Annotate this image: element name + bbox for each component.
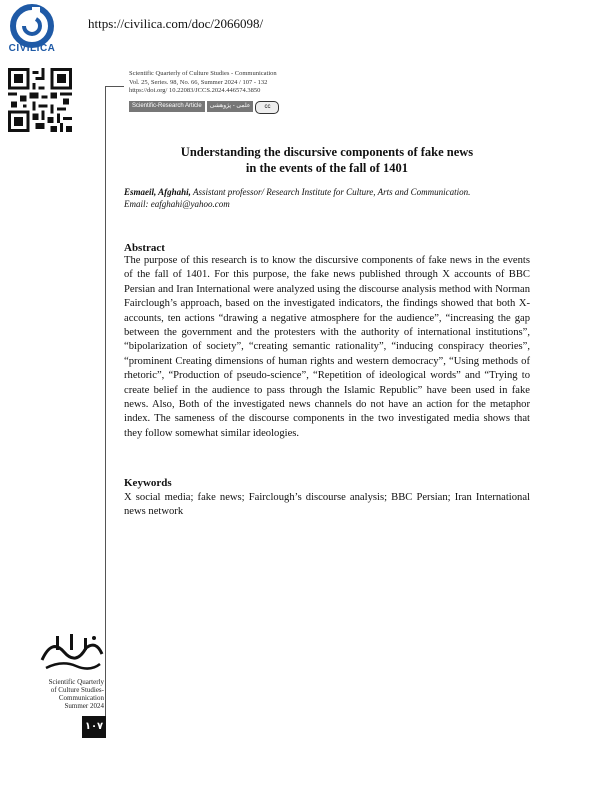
source-url[interactable]: https://civilica.com/doc/2066098/ bbox=[88, 16, 264, 31]
footer-line-2: of Culture Studies- bbox=[50, 686, 104, 694]
article-type-badge-fa: علمی - پژوهشی bbox=[207, 101, 254, 112]
creative-commons-icon: cc bbox=[255, 101, 279, 114]
footer-line-1: Scientific Quarterly bbox=[48, 678, 104, 686]
journal-header bbox=[129, 70, 277, 96]
journal-logo-icon bbox=[36, 630, 106, 676]
journal-doi[interactable]: https://doi.org/ 10.22083/JCCS.2024.446574.3850 bbox=[129, 87, 261, 94]
author-line bbox=[124, 186, 534, 198]
article-type-badge: Scientific-Research Article bbox=[129, 101, 205, 112]
footer-line-3: Communication bbox=[58, 694, 104, 702]
journal-footer bbox=[40, 678, 104, 710]
qr-code-icon bbox=[8, 68, 72, 132]
keywords-heading: Keywords bbox=[124, 477, 172, 489]
article-title bbox=[122, 144, 532, 176]
journal-name: Scientific Quarterly of Culture Studies - Communication bbox=[129, 70, 277, 77]
margin-rule bbox=[105, 86, 124, 727]
abstract-text: The purpose of this research is to know the discursive components of fake news in the events of the fall of 1401. For this purpose, the fake news published through X accounts of BBC Persian and Iran International were analyzed using the discourse analysis method with Norman Fairclough’s approach, based on the investigated indicators, the findings showed that both X-accounts, ten actions “drawing a negative atmosphere for the audience”, “increasing the gap between the government and the protesters with the authority of international institutions”, “bipolarization of society”, “creating semantic rationality”, “inducing conspiracy theories”, “prominent Creating dimensions of human rights and western democracy”, “Using methods of rhetoric”, “Production of pseudo-science”, “Repetition of ideological words” and “Trying to create belief in the audience to pass through the Islamic Republic” have been used in fake news. Also, Both of the investigated news channels do not have an action for the metaphor index. The sameness of the discourse components in the two investigated media shows that they follow somewhat similar ideologies. bbox=[124, 255, 530, 439]
author-block bbox=[124, 186, 534, 210]
author-email[interactable]: Email: eafghahi@yahoo.com bbox=[124, 199, 230, 209]
keywords-text: X social media; fake news; Fairclough’s discourse analysis; BBC Persian; Iran International news network bbox=[124, 492, 530, 517]
article-badges bbox=[129, 101, 279, 114]
title-line-1: Understanding the discursive components of fake news bbox=[180, 145, 474, 159]
journal-volume: Vol. 25, Series. 98, No. 66, Summer 2024 / 107 - 132 bbox=[129, 78, 268, 86]
author-name: Esmaeil, Afghahi, bbox=[124, 187, 191, 197]
civilica-logo-text: CIVILICA bbox=[8, 43, 56, 54]
title-line-2: in the events of the fall of 1401 bbox=[245, 161, 409, 175]
page-number: ۱۰۷ bbox=[82, 716, 106, 738]
abstract-heading: Abstract bbox=[124, 242, 165, 254]
footer-line-4: Summer 2024 bbox=[64, 702, 104, 710]
author-affiliation: Assistant professor/ Research Institute for Culture, Arts and Communication. bbox=[190, 187, 471, 197]
